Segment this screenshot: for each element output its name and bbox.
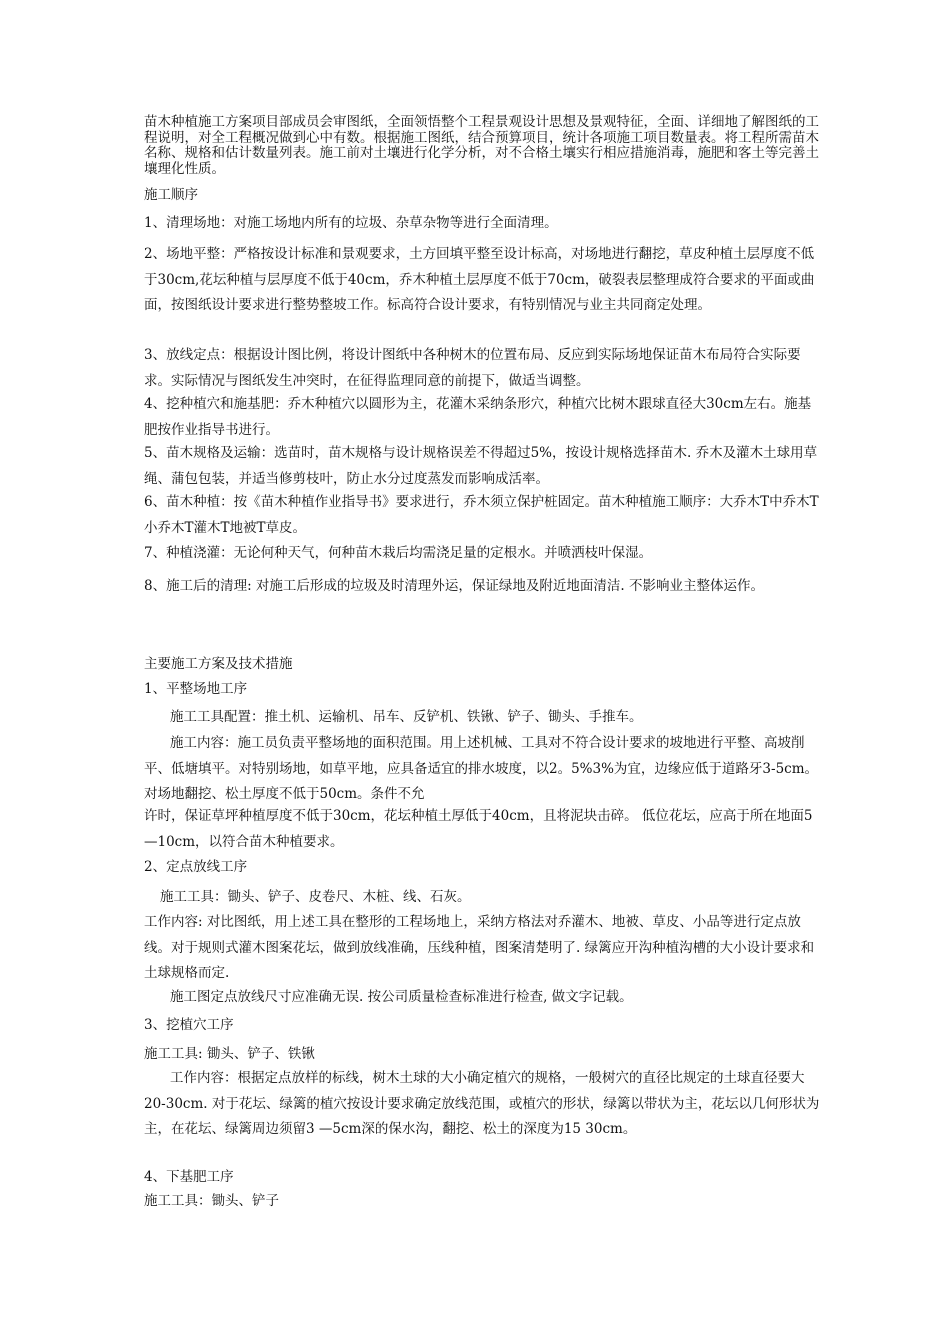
section-3-tools: 施工工具: 锄头、铲子、铁锹 <box>144 1046 315 1062</box>
step-5: 5、苗木规格及运输：选苗时，苗木规格与设计规格误差不得超过5%，按设计规格选择苗木. 乔木及灌木土球用草绳、蒲包包装，并适当修剪枝叶，防止水分过度蒸发而影响成活率。 <box>144 445 818 487</box>
section-2-content: 工作内容: 对比图纸，用上述工具在整形的工程场地上，采纳方格法对乔灌木、地被、草皮、小品等进行定点放线。对于规则式灌木图案花坛，做到放线准确，压线种植，图案清楚明了. 绿篱应开沟种植沟槽的大小设计要求和土球规格而定. <box>144 914 815 981</box>
section-2-heading: 2、定点放线工序 <box>144 859 248 875</box>
step-1: 1、清理场地：对施工场地内所有的垃圾、杂草杂物等进行全面清理。 <box>144 215 558 231</box>
section-1-content: 施工内容：施工员负责平整场地的面积范围。用上述机械、工具对不符合设计要求的坡地进行平整、高坡削平、低塘填平。对特别场地，如草平地，应具备适宜的排水坡度，以2。5%3%为宜，边缘应低于道路牙3-5cm。对场地翻挖、松土厚度不低于50cm。条件不允 <box>144 735 819 802</box>
step-4: 4、挖种植穴和施基肥：乔木种植穴以圆形为主，花灌木采纳条形穴，种植穴比树木跟球直径大30cm左右。施基肥按作业指导书进行。 <box>144 396 812 438</box>
section-1-content-cont: 许时，保证草坪种植厚度不低于30cm，花坛种植土厚低于40cm，且将泥块击碎。 低位花坛，应高于所在地面5 —10cm，以符合苗木种植要求。 <box>144 808 813 850</box>
step-7: 7、种植浇灌：无论何种天气，何种苗木栽后均需浇足量的定根水。并喷洒枝叶保湿。 <box>144 545 653 561</box>
main-heading: 主要施工方案及技术措施 <box>144 656 293 672</box>
section-4-tools: 施工工具：锄头、铲子 <box>144 1193 279 1209</box>
section-3-content: 工作内容：根据定点放样的标线，树木土球的大小确定植穴的规格，一般树穴的直径比规定的土球直径要大20-30cm. 对于花坛、绿篱的植穴按设计要求确定放线范围，或植穴的形状，绿篱以带状为主，花坛以几何形状为主，在花坛、绿篱周边须留3 —5cm深的保水沟，翻挖、松土的深度为15 30cm。 <box>144 1070 820 1137</box>
section-2-note: 施工图定点放线尺寸应准确无误. 按公司质量检查标准进行检查, 做文字记载。 <box>170 989 633 1005</box>
step-2: 2、场地平整：严格按设计标准和景观要求，土方回填平整至设计标高，对场地进行翻挖，草皮种植土层厚度不低于30cm,花坛种植与层厚度不低于40cm，乔木种植土层厚度不低于70cm，破裂表层整理成符合要求的平面或曲面，按图纸设计要求进行整势整坡工作。标高符合设计要求，有特别情况与业主共同商定处理。 <box>144 246 815 313</box>
step-8: 8、施工后的清理: 对施工后形成的垃圾及时清理外运，保证绿地及附近地面清洁. 不影响业主整体运作。 <box>144 578 765 594</box>
section-4-heading: 4、下基肥工序 <box>144 1169 234 1185</box>
section-2-tools: 施工工具：锄头、铲子、皮卷尺、木桩、线、石灰。 <box>160 889 471 905</box>
order-heading: 施工顺序 <box>144 187 198 203</box>
intro-paragraph: 苗木种植施工方案项目部成员会审图纸，全面领悟整个工程景观设计思想及景观特征，全面、详细地了解图纸的工程说明，对全工程概况做到心中有数。根据施工图纸，结合预算项目，统计各项施工项目数量表。将工程所需苗木名称、规格和估计数量列表。施工前对土壤进行化学分析，对不合格土壤实行相应措施消毒，施肥和客土等完善土壤理化性质。 <box>144 114 819 177</box>
section-1-tools: 施工工具配置：推土机、运输机、吊车、反铲机、铁锹、铲子、锄头、手推车。 <box>170 709 643 725</box>
step-3: 3、放线定点：根据设计图比例，将设计图纸中各种树木的位置布局、反应到实际场地保证苗木布局符合实际要求。实际情况与图纸发生冲突时，在征得监理同意的前提下，做适当调整。 <box>144 347 801 389</box>
step-6: 6、苗木种植：按《苗木种植作业指导书》要求进行，乔木须立保护桩固定。苗木种植施工顺序：大乔木T中乔木T小乔木T灌木T地被T草皮。 <box>144 494 819 536</box>
section-3-heading: 3、挖植穴工序 <box>144 1017 234 1033</box>
section-1-heading: 1、平整场地工序 <box>144 681 248 697</box>
